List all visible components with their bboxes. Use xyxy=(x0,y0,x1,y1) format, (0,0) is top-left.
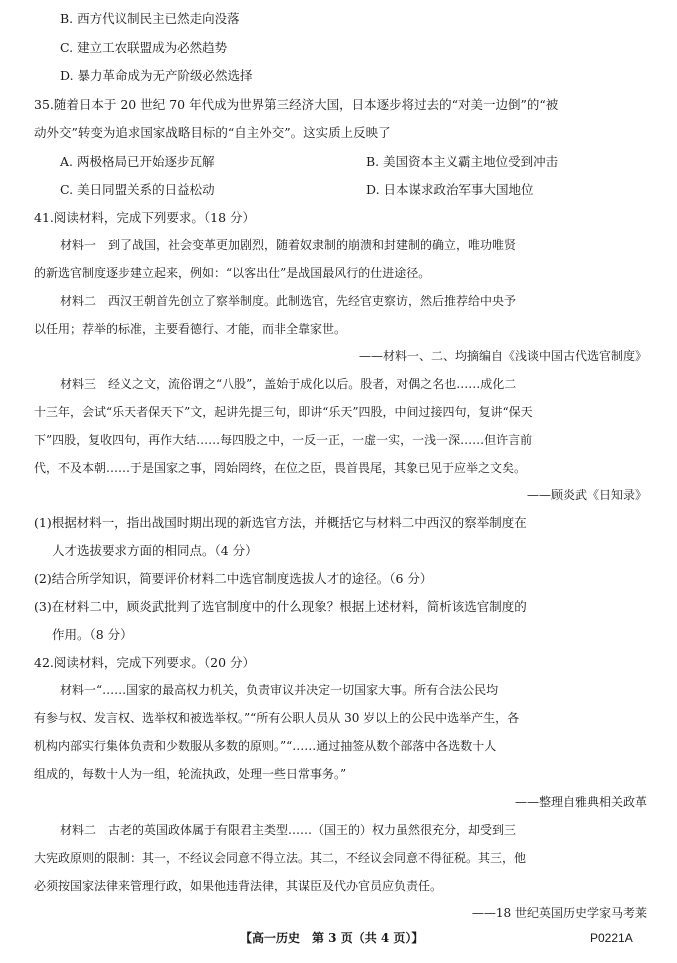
q35-stem-line1: 35.随着日本于 20 世纪 70 年代成为世界第三经济大国，日本逐步将过去的“对美一边倒”的“被 xyxy=(34,97,559,112)
q41-source-3: ——顾炎武《日知录》 xyxy=(526,488,647,502)
q41-question3-line2: 作用。（8 分） xyxy=(52,627,133,642)
q42-material1-line4: 组成的，每数十人为一组，轮流执政，处理一些日常事务。” xyxy=(34,767,347,781)
q42-source-2: ——18 世纪英国历史学家马考莱 xyxy=(471,906,647,920)
q35-option-d: D. 日本谋求政治军事大国地位 xyxy=(366,182,534,197)
q41-material2-line2: 以任用；荐举的标准，主要看德行、才能，而非全靠家世。 xyxy=(34,322,347,336)
footer-page-label: 【高一历史 第 3 页（共 4 页）】 xyxy=(240,931,424,945)
q41-question1-line1: (1)根据材料一，指出战国时期出现的新选官方法，并概括它与材料二中西汉的察举制度在 xyxy=(34,515,527,530)
q35-option-b: B. 美国资本主义霸主地位受到冲击 xyxy=(366,154,559,169)
q41-material2-line1: 材料二 西汉王朝首先创立了察举制度。此制选官，先经官吏察访，然后推荐给中央予 xyxy=(60,294,517,308)
q34-option-d: D. 暴力革命成为无产阶级必然选择 xyxy=(60,68,253,83)
q41-material3-line4: 代，不及本朝……于是国家之事，罔始罔终，在位之臣，畏首畏尾，其象已见于应举之文矣。 xyxy=(34,461,527,475)
q41-heading: 41.阅读材料，完成下列要求。（18 分） xyxy=(34,210,256,225)
q41-question1-line2: 人才选拔要求方面的相同点。（4 分） xyxy=(52,543,258,558)
q41-material3-line3: 下”四股，复收四句，再作大结……每四股之中，一反一正，一虚一实，一浅一深……但许言前 xyxy=(34,433,533,447)
q41-question3-line1: (3)在材料二中，顾炎武批判了选官制度中的什么现象？根据上述材料，简析该选官制度的 xyxy=(34,599,527,614)
q34-option-c: C. 建立工农联盟成为必然趋势 xyxy=(60,40,228,55)
q41-material1-line1: 材料一 到了战国，社会变革更加剧烈，随着奴隶制的崩溃和封建制的确立，唯功唯贤 xyxy=(60,238,517,252)
q35-option-a: A. 两极格局已开始逐步瓦解 xyxy=(60,154,215,169)
q35-option-c: C. 美日同盟关系的日益松动 xyxy=(60,182,215,197)
q41-question2: (2)结合所学知识，简要评价材料二中选官制度选拔人才的途径。（6 分） xyxy=(34,571,433,586)
q41-material3-line2: 十三年，会试“乐天者保天下”文，起讲先提三句，即讲“乐天”四股，中间过接四句，复讲“保天 xyxy=(34,405,533,419)
q35-stem-line2: 动外交”转变为追求国家战略目标的“自主外交”。这实质上反映了 xyxy=(34,125,391,140)
q42-material1-line1: 材料一“……国家的最高权力机关，负责审议并决定一切国家大事。所有合法公民均 xyxy=(60,683,499,697)
q42-heading: 42.阅读材料，完成下列要求。（20 分） xyxy=(34,655,256,670)
q42-material2-line3: 必须按国家法律来管理行政，如果他违背法律，其谋臣及代办官员应负责任。 xyxy=(34,879,443,893)
q42-material1-line2: 有参与权、发言权、选举权和被选举权。”“所有公职人员从 30 岁以上的公民中选举产生，各 xyxy=(34,711,520,725)
q34-option-b: B. 西方代议制民主已然走向没落 xyxy=(60,11,240,26)
q41-material3-line1: 材料三 经义之文，流俗谓之“八股”，盖始于成化以后。股者，对偶之名也……成化二 xyxy=(60,377,517,391)
q42-source-1: ——整理自雅典相关政革 xyxy=(514,795,647,809)
q42-material1-line3: 机构内部实行集体负责和少数服从多数的原则。”“……通过抽签从数个部落中各选数十人 xyxy=(34,739,497,753)
q42-material2-line1: 材料二 古老的英国政体属于有限君主类型……（国王的）权力虽然很充分，却受到三 xyxy=(60,823,517,837)
q42-material2-line2: 大宪政原则的限制：其一，不经议会同意不得立法。其二，不经议会同意不得征税。其三，他 xyxy=(34,851,527,865)
q41-source-1-2: ——材料一、二、均摘编自《浅谈中国古代选官制度》 xyxy=(358,349,647,363)
footer-paper-code: P0221A xyxy=(590,931,633,945)
q41-material1-line2: 的新选官制度逐步建立起来，例如：“以客出仕”是战国最风行的仕进途径。 xyxy=(34,266,431,280)
